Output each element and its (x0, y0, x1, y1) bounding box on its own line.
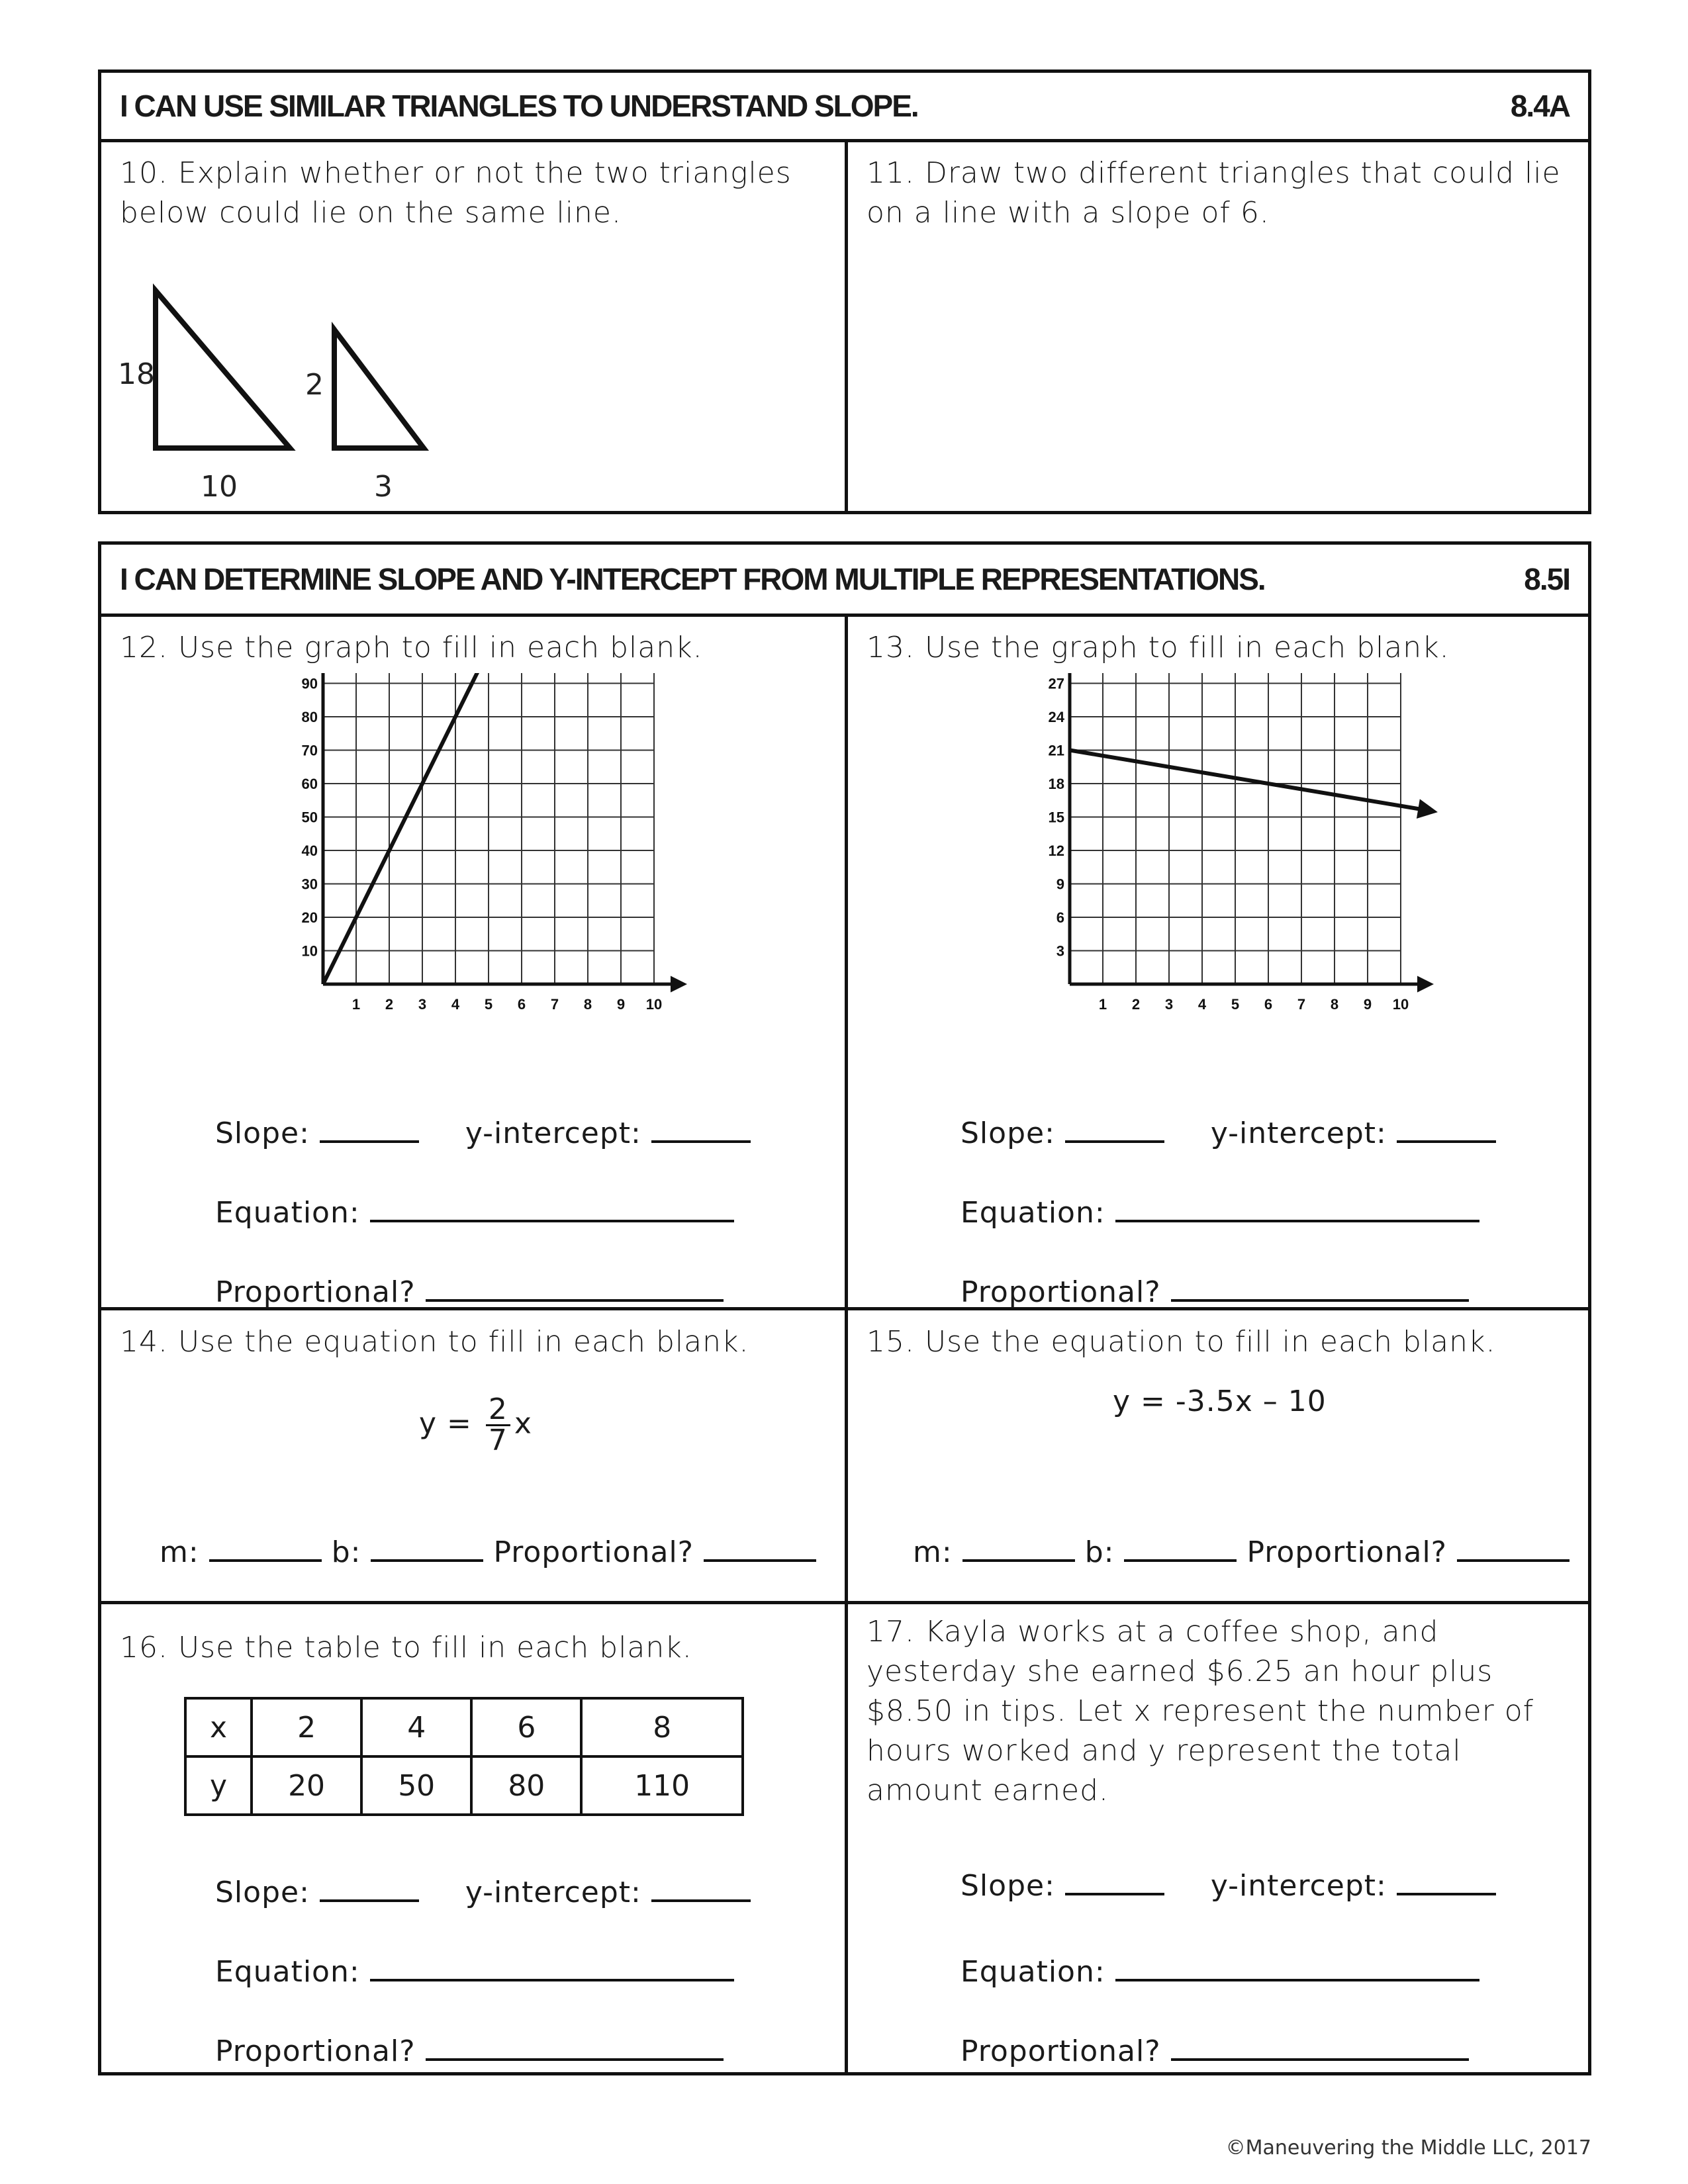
table-cell: x (185, 1698, 252, 1756)
proportional-row: Proportional? (961, 2034, 1469, 2068)
equation-row: Equation: (215, 1955, 734, 1989)
proportional-row (215, 1275, 724, 1309)
section-header (101, 545, 1588, 617)
fraction: $\frac{2}{7}$ (486, 1395, 510, 1455)
proportional-row: Proportional? (215, 2034, 724, 2068)
x-tick-label: 6 (1264, 996, 1273, 1013)
x-tick-label: 1 (1098, 996, 1107, 1013)
x-tick-label: 9 (1363, 996, 1372, 1013)
triangle-small-base: 3 (374, 470, 393, 504)
y-tick-label: 12 (1048, 842, 1064, 859)
question-13-text: 13. Use the graph to fill in each blank. (867, 631, 1450, 664)
x-tick-label: 7 (550, 996, 559, 1013)
x-tick-label: 8 (1330, 996, 1339, 1013)
y-intercept-blank[interactable] (1397, 1870, 1496, 1895)
slope-label: Slope: (215, 1116, 310, 1150)
y-tick-label: 9 (1056, 876, 1064, 893)
x-tick-label: 2 (1131, 996, 1141, 1013)
x-tick-label: 9 (616, 996, 626, 1013)
y-intercept-blank[interactable] (1397, 1118, 1496, 1143)
standard-code: 8.5I (1524, 562, 1570, 596)
graph-12 (101, 673, 845, 1044)
y-intercept-blank[interactable] (651, 1118, 751, 1143)
table-row-x (185, 1698, 743, 1756)
equation-row (215, 1196, 734, 1230)
section-title: I CAN USE SIMILAR TRIANGLES TO UNDERSTAND SLOPE. (120, 89, 918, 123)
question-14-text: 14. Use the equation to fill in each blank. (120, 1325, 749, 1359)
y-tick-label: 20 (301, 909, 318, 926)
proportional-label: Proportional? (215, 1275, 416, 1309)
proportional-blank[interactable] (1457, 1537, 1570, 1562)
standard-code: 8.4A (1510, 89, 1570, 123)
question-13 (848, 614, 1588, 1307)
table-row-y (185, 1756, 743, 1815)
question-10-text: 10. Explain whether or not the two triangles below could lie on the same line. (120, 156, 792, 230)
question-15 (848, 1310, 1588, 1601)
equation-label: Equation: (961, 1196, 1105, 1230)
section-header (101, 73, 1588, 142)
table-cell: 20 (252, 1756, 361, 1815)
proportional-row (961, 1275, 1469, 1309)
x-tick-label: 10 (645, 996, 663, 1013)
triangle-small-height: 2 (305, 368, 324, 402)
x-tick-label: 10 (1392, 996, 1409, 1013)
x-tick-label: 7 (1297, 996, 1306, 1013)
equation-blank[interactable] (1115, 1956, 1479, 1981)
y-tick-label: 6 (1056, 909, 1064, 926)
question-10 (101, 139, 845, 511)
table-cell: 80 (471, 1756, 581, 1815)
question-12 (101, 614, 845, 1307)
m-b-proportional-row: m: b: Proportional? (913, 1535, 1570, 1569)
y-tick-label: 15 (1048, 809, 1064, 826)
question-16-text: 16. Use the table to fill in each blank. (120, 1631, 692, 1664)
slope-yint-row (215, 1116, 751, 1150)
graph-13 (848, 673, 1591, 1044)
b-blank[interactable] (1124, 1537, 1237, 1562)
x-tick-label: 2 (385, 996, 394, 1013)
proportional-blank[interactable] (426, 2036, 724, 2061)
equation-row: Equation: (961, 1955, 1479, 1989)
x-tick-label: 8 (583, 996, 592, 1013)
series-line (1070, 751, 1434, 812)
similar-triangles-figure (101, 139, 498, 504)
equation-blank[interactable] (370, 1956, 734, 1981)
m-b-proportional-row: m: b: Proportional? (160, 1535, 816, 1569)
question-17-text: 17. Kayla works at a coffee shop, and yesterday she earned $6.25 an hour plus $8.50 in tips. Let x represent the number of hours worked and y represent the total amount earned. (867, 1615, 1534, 1807)
y-tick-label: 60 (301, 776, 318, 792)
series-line (323, 673, 489, 984)
section-title: I CAN DETERMINE SLOPE AND Y-INTERCEPT FROM MULTIPLE REPRESENTATIONS. (120, 562, 1265, 596)
question-12-text: 12. Use the graph to fill in each blank. (120, 631, 703, 664)
m-blank[interactable] (962, 1537, 1075, 1562)
equation-label: Equation: (215, 1196, 360, 1230)
equation-14: y = $\frac{2}{7}$ x (419, 1392, 532, 1457)
y-tick-label: 90 (301, 675, 318, 692)
proportional-blank[interactable] (704, 1537, 816, 1562)
copyright-footer: ©Maneuvering the Middle LLC, 2017 (1225, 2136, 1591, 2160)
slope-yint-row: Slope: y-intercept: (215, 1876, 751, 1909)
y-intercept-label: y-intercept: (465, 1116, 641, 1150)
y-tick-label: 27 (1048, 675, 1064, 692)
triangle-large-height: 18 (118, 357, 155, 391)
x-tick-label: 3 (1164, 996, 1174, 1013)
x-tick-label: 1 (352, 996, 361, 1013)
y-tick-label: 3 (1056, 942, 1064, 960)
slope-yint-row: Slope: y-intercept: (961, 1869, 1496, 1903)
equation-blank[interactable] (370, 1197, 734, 1222)
y-tick-label: 24 (1048, 709, 1064, 725)
section-similar-triangles (98, 69, 1591, 514)
triangle-large (156, 291, 290, 448)
proportional-label: Proportional? (961, 1275, 1161, 1309)
y-tick-label: 18 (1048, 776, 1064, 792)
proportional-blank[interactable] (426, 1277, 724, 1302)
slope-label: Slope: (961, 1116, 1055, 1150)
y-tick-label: 70 (301, 742, 318, 759)
slope-blank[interactable] (320, 1877, 419, 1902)
equation-row (961, 1196, 1479, 1230)
x-tick-label: 5 (1231, 996, 1240, 1013)
slope-blank[interactable] (1065, 1870, 1164, 1895)
proportional-blank[interactable] (1171, 2036, 1469, 2061)
y-intercept-blank[interactable] (651, 1877, 751, 1902)
x-tick-label: 4 (451, 996, 460, 1013)
question-11 (848, 139, 1588, 511)
y-tick-label: 40 (301, 842, 318, 859)
question-11-text: 11. Draw two different triangles that could lie on a line with a slope of 6. (867, 156, 1561, 230)
x-tick-label: 4 (1197, 996, 1207, 1013)
y-tick-label: 10 (301, 942, 318, 960)
proportional-blank[interactable] (1171, 1277, 1469, 1302)
equation-15: y = -3.5x – 10 (1113, 1385, 1327, 1418)
m-blank[interactable] (209, 1537, 322, 1562)
y-tick-label: 21 (1048, 742, 1064, 759)
table-cell: 8 (581, 1698, 743, 1756)
triangle-large-base: 10 (201, 470, 238, 504)
table-cell: 50 (361, 1756, 471, 1815)
table-cell: 2 (252, 1698, 361, 1756)
table-cell: 4 (361, 1698, 471, 1756)
y-tick-label: 80 (301, 709, 318, 725)
question-16 (101, 1604, 845, 2072)
table-cell: 110 (581, 1756, 743, 1815)
slope-yint-row (961, 1116, 1496, 1150)
x-tick-label: 6 (517, 996, 526, 1013)
data-table (184, 1697, 744, 1816)
y-intercept-label: y-intercept: (1210, 1116, 1387, 1150)
equation-blank[interactable] (1115, 1197, 1479, 1222)
y-tick-label: 30 (301, 876, 318, 893)
slope-blank[interactable] (1065, 1118, 1164, 1143)
b-blank[interactable] (371, 1537, 483, 1562)
question-14 (101, 1310, 845, 1601)
triangle-small (334, 330, 424, 448)
section-slope-intercept (98, 541, 1591, 2075)
table-cell: y (185, 1756, 252, 1815)
question-15-text: 15. Use the equation to fill in each blank. (867, 1325, 1496, 1359)
table-cell: 6 (471, 1698, 581, 1756)
x-tick-label: 5 (484, 996, 493, 1013)
x-tick-label: 3 (418, 996, 427, 1013)
question-17 (848, 1604, 1588, 2072)
slope-blank[interactable] (320, 1118, 419, 1143)
y-tick-label: 50 (301, 809, 318, 826)
